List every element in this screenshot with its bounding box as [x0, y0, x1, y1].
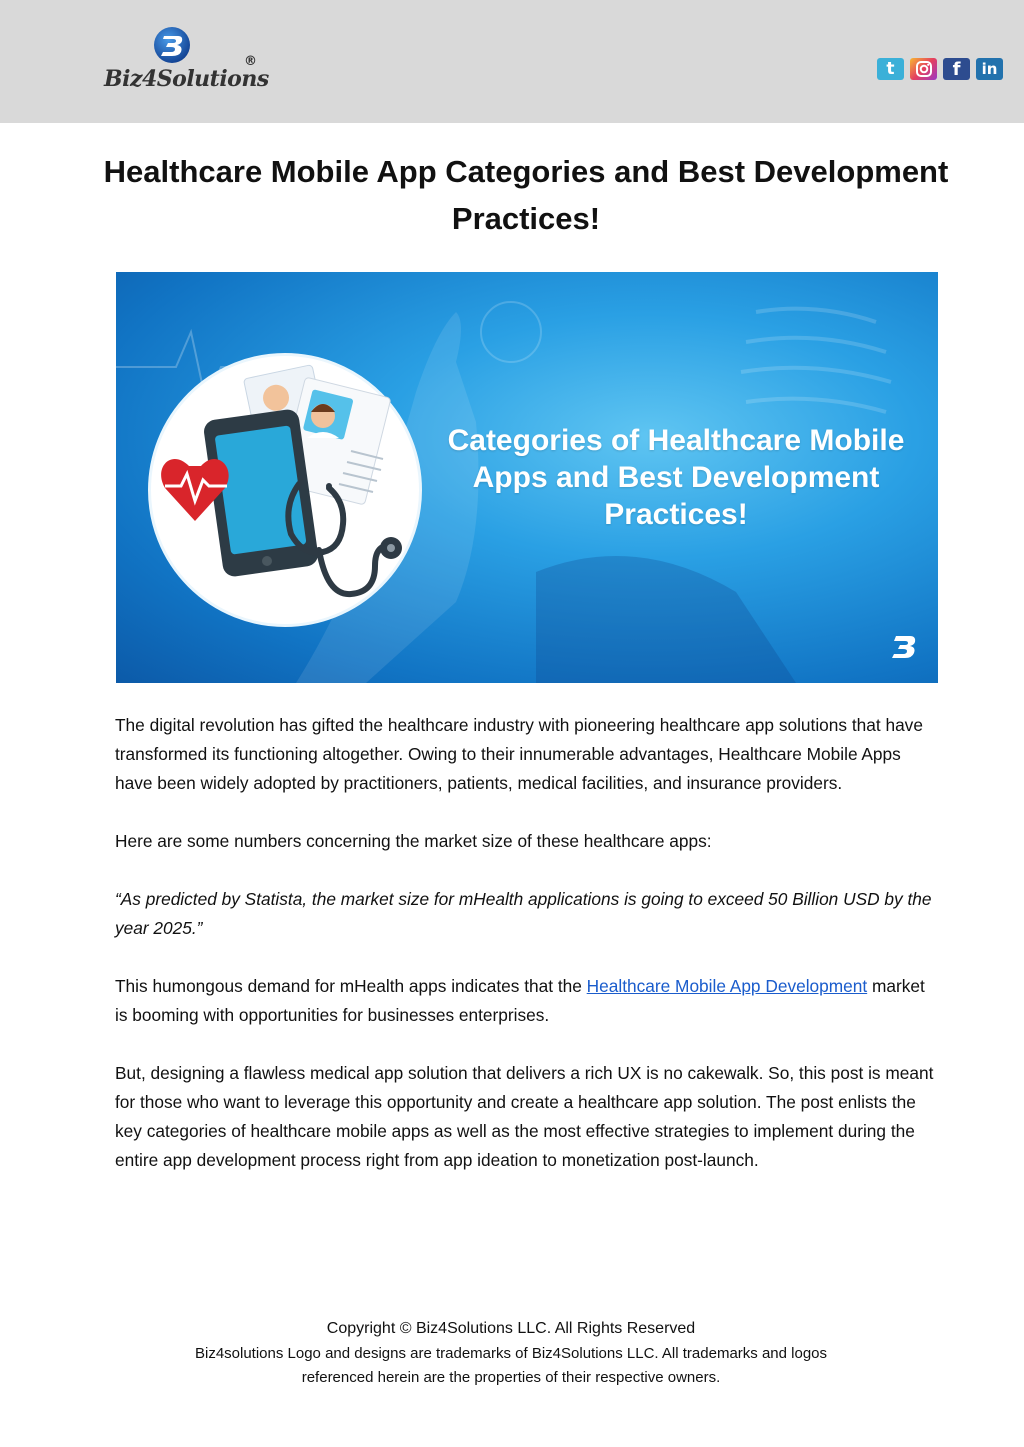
copyright-text: Copyright © Biz4Solutions LLC. All Rights Reserved [326, 1320, 696, 1337]
trademark-line-1: Biz4solutions Logo and designs are trademarks of Biz4Solutions LLC. All trademarks and logos [194, 1345, 828, 1362]
page-header [0, 0, 1024, 123]
instagram-icon[interactable] [910, 58, 937, 80]
statista-quote: “As predicted by Statista, the market size for mHealth applications is going to exceed 50 Billion USD by the year 2025.” [115, 889, 932, 938]
linkedin-icon[interactable]: in [976, 58, 1003, 80]
hero-caption: Categories of Healthcare Mobile Apps and Best Development Practices! [447, 424, 905, 531]
facebook-icon[interactable]: f [943, 58, 970, 80]
logo-b-icon [152, 26, 192, 64]
hero-banner [116, 272, 938, 683]
page-title: Healthcare Mobile App Categories and Best Development Practices! [103, 154, 949, 236]
trademark-line-2: referenced herein are the properties of their respective owners. [301, 1369, 721, 1386]
paragraph-demand-text-before: This humongous demand for mHealth apps indicates that the [115, 976, 587, 996]
page-footer [100, 1316, 922, 1390]
biz4solutions-logo[interactable] [104, 22, 269, 97]
paragraph-post-purpose: But, designing a flawless medical app solution that delivers a rich UX is no cakewalk. So, this post is meant for those who want to leverage this opportunity and create a healthcare app solution. The post enlists the key categories of healthcare mobile apps as well as the most effective strategies to implement during the entire app development process right from app ideation to monetization post-launch. [115, 1063, 934, 1170]
logo-text: Biz4Solutions [104, 66, 269, 92]
registered-mark: ® [244, 54, 257, 69]
paragraph-demand [115, 972, 935, 1030]
hero-illustration-circle [148, 353, 422, 627]
paragraph-intro: The digital revolution has gifted the healthcare industry with pioneering healthcare app solutions that have transformed its functioning altogether. Owing to their innumerable advantages, Healthcare Mobile Apps have been widely adopted by practitioners, patients, medical facilities, and insurance providers. [115, 715, 923, 793]
healthcare-app-development-link[interactable]: Healthcare Mobile App Development [586, 976, 868, 996]
paragraph-market-size: Here are some numbers concerning the market size of these healthcare apps: [115, 831, 712, 851]
paragraph-demand-text-after: market is booming with opportunities for businesses enterprises. [115, 976, 925, 1025]
hero-logo-icon [886, 630, 922, 664]
social-links [877, 58, 1003, 80]
twitter-icon[interactable]: t [877, 58, 904, 80]
article-body [115, 711, 935, 1204]
